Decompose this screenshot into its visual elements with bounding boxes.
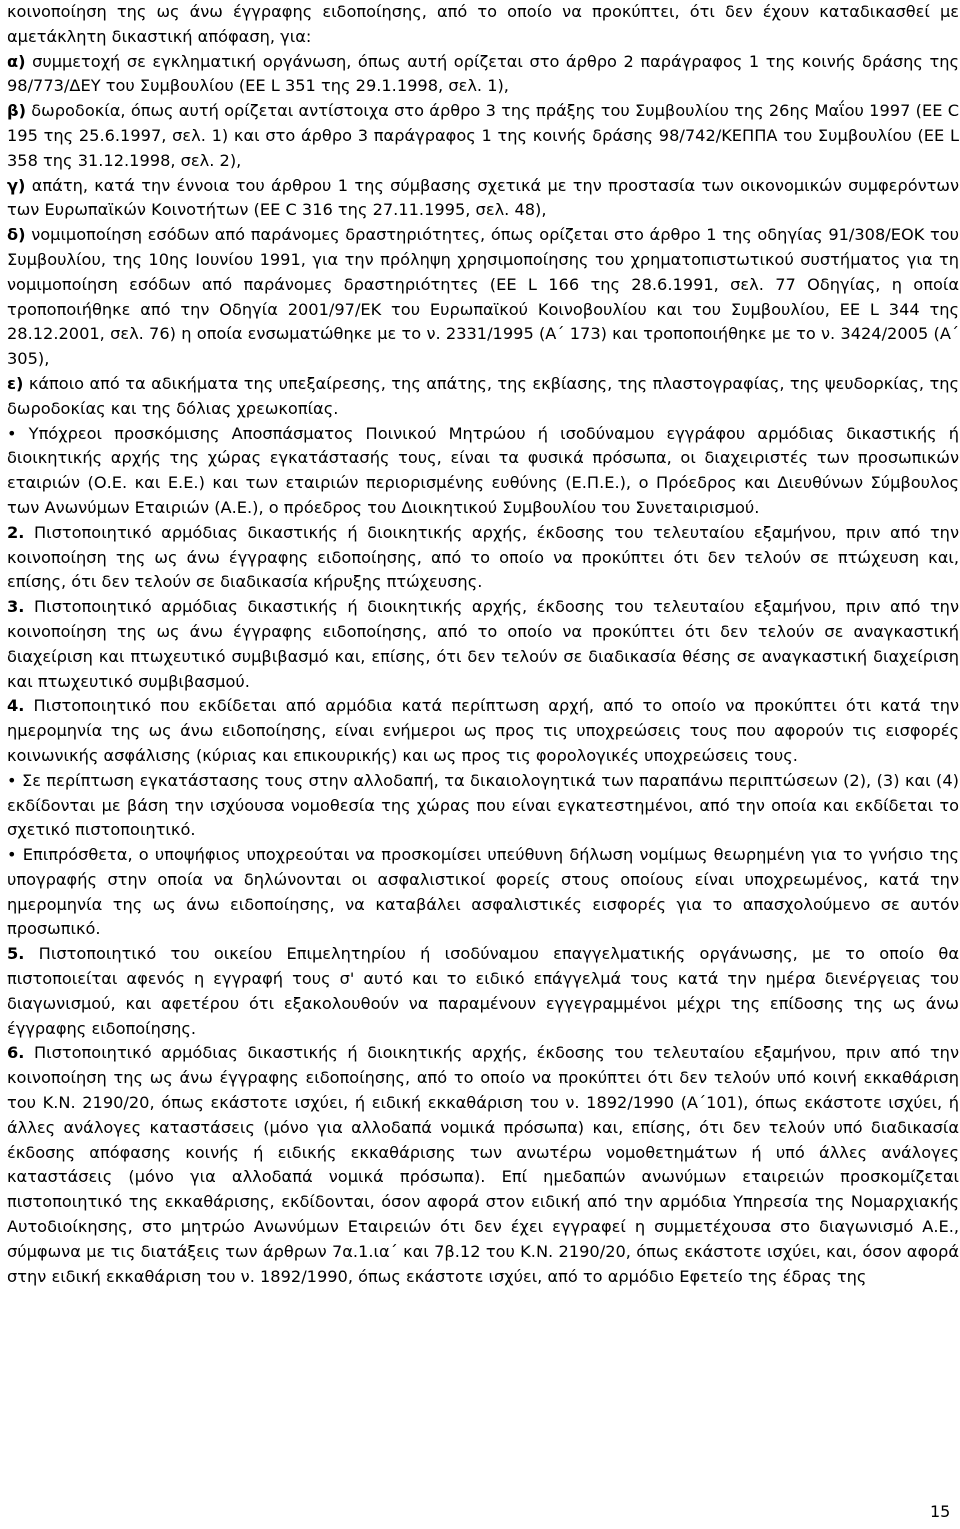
paragraph-text: δωροδοκία, όπως αυτή ορίζεται αντίστοιχα στο άρθρο 3 της πράξης του Συμβουλίου της 26ης Μαΐου 1997 (ΕΕ C 195 της 25.6.1997, σελ. 1) και στο άρθρο 3 παράγραφος 1 της κοινής δράσης 98/742/ΚΕΠΠΑ του Συμβουλίου (ΕΕ L 358 της 31.12.1998, σελ. 2), <box>7 101 959 170</box>
paragraph-lead: β) <box>7 101 26 121</box>
paragraph-bullet-criminal-record <box>7 422 959 521</box>
paragraph-text: • Σε περίπτωση εγκατάστασης τους στην αλλοδαπή, τα δικαιολογητικά των παραπάνω περιπτώσεων (2), (3) και (4) εκδίδονται με βάση την ισχύουσα νομοθεσία της χώρας που είναι εγκατεστημένοι, από την οποία και εκδίδεται το σχετικό πιστοποιητικό. <box>7 770 959 840</box>
paragraph-lead: ε) <box>7 373 24 393</box>
paragraph-intro <box>7 0 959 50</box>
paragraph-item-6 <box>7 1041 959 1289</box>
paragraph-text: κάποιο από τα αδικήματα της υπεξαίρεσης, της απάτης, της εκβίασης, της πλαστογραφίας, της ψευδορκίας, της δωροδοκίας και της δόλιας χρεωκοπίας. <box>7 373 959 418</box>
paragraph-item-5 <box>7 942 959 1041</box>
paragraph-item-4 <box>7 694 959 768</box>
document-body <box>7 0 959 1289</box>
paragraph-item-a <box>7 50 959 100</box>
paragraph-item-e <box>7 372 959 422</box>
paragraph-text: κοινοποίηση της ως άνω έγγραφης ειδοποίησης, από το οποίο να προκύπτει, ότι δεν έχουν καταδικασθεί με αμετάκλητη δικαστική απόφαση, για: <box>7 2 959 46</box>
paragraph-lead: γ) <box>7 175 26 195</box>
paragraph-text: • Υπόχρεοι προσκόμισης Αποσπάσματος Ποινικού Μητρώου ή ισοδύναμου εγγράφου αρμόδιας δικαστικής ή διοικητικής αρχής της χώρας εγκατάστασής τους, είναι τα φυσικά πρόσωπα, οι διαχειριστές των προσωπικών εταιριών (Ο.Ε. και Ε.Ε.) και των εταιριών περιορισμένης ευθύνης (Ε.Π.Ε.), ο Πρόεδρος και Διευθύνων Σύμβουλος των Ανωνύμων Εταιριών (Α.Ε.), ο πρόεδρος του Διοικητικού Συμβουλίου του Συνεταιρισμού. <box>7 423 959 517</box>
paragraph-text: Πιστοποιητικό αρμόδιας δικαστικής ή διοικητικής αρχής, έκδοσης του τελευταίου εξαμήνου, πριν από την κοινοποίηση της ως άνω έγγραφης ειδοποίησης, από το οποίο να προκύπτει ότι δεν τελούν σε αναγκαστική διαχείριση και πτωχευτικό συμβιβασμό και, επίσης, ότι δεν τελούν σε διαδικασία θέσης σε αναγκαστική διαχείριση και πτωχευτικό συμβιβασμού. <box>7 597 959 691</box>
paragraph-text: Πιστοποιητικό αρμόδιας δικαστικής ή διοικητικής αρχής, έκδοσης του τελευταίου εξαμήνου, πριν από την κοινοποίηση της ως άνω έγγραφης ειδοποίησης, από το οποίο να προκύπτει ότι δεν τελούν υπό κοινή εκκαθάριση του Κ.Ν. 2190/20, όπως εκάστοτε ισχύει, ή ειδική εκκαθάριση του ν. 1892/1990 (Α΄101), όπως εκάστοτε ισχύει, ή άλλες ανάλογες καταστάσεις (μόνο για αλλοδαπά νομικά πρόσωπα) και, επίσης, ότι δεν τελούν υπό διαδικασία έκδοσης απόφασης κοινής ή ειδικής εκκαθάρισης των ανωτέρω νομοθετημάτων ή υπό άλλες ανάλογες καταστάσεις (μόνο για αλλοδαπά νομικά πρόσωπα). Επί ημεδαπών ανωνύμων εταιρειών προσκομίζεται πιστοποιητικό της εκκαθάρισης, εκδίδονται, όσον αφορά στον ειδική από την αρμόδια Υπηρεσία της Νομαρχιακής Αυτοδιοίκησης, στο μητρώο Ανωνύμων Εταιρειών ότι δεν έχει εγγραφεί η συμμετέχουσα στο διαγωνισμό Α.Ε., σύμφωνα με τις διατάξεις των άρθρων 7α.1.ια΄ και 7β.12 του Κ.Ν. 2190/20, όπως εκάστοτε ισχύει, και, όσον αφορά στην ειδική εκκαθάριση του ν. 1892/1990, όπως εκάστοτε ισχύει, από το αρμόδιο Εφετείο της έδρας της <box>7 1043 959 1286</box>
paragraph-item-c <box>7 174 959 224</box>
page-number: 15 <box>930 1502 951 1521</box>
paragraph-lead: α) <box>7 51 26 71</box>
paragraph-item-2 <box>7 521 959 595</box>
paragraph-text: Πιστοποιητικό που εκδίδεται από αρμόδια κατά περίπτωση αρχή, από το οποίο να προκύπτει ότι κατά την ημερομηνία της ως άνω ειδοποίησης, είναι ενήμεροι ως προς τις υποχρεώσεις τους που αφορούν τις εισφορές κοινωνικής ασφάλισης (κύριας και επικουρικής) και ως προς τις φορολογικές υποχρεώσεις τους. <box>7 696 959 765</box>
paragraph-text: νομιμοποίηση εσόδων από παράνομες δραστηριότητες, όπως ορίζεται στο άρθρο 1 της οδηγίας 91/308/ΕΟΚ του Συμβουλίου, της 10ης Ιουνίου 1991, για την πρόληψη χρησιμοποίησης του χρηματοπιστωτικού συστήματος για τη νομιμοποίηση εσόδων από παράνομες δραστηριότητες (ΕΕ L 166 της 28.6.1991, σελ. 77 Οδηγίας, η οποία τροποποιήθηκε από την Οδηγία 2001/97/ΕΚ του Ευρωπαϊκού Κοινοβουλίου και του Συμβουλίου, ΕΕ L 344 της 28.12.2001, σελ. 76) η οποία ενσωματώθηκε με το ν. 2331/1995 (Α΄ 173) και τροποποιήθηκε με το ν. 3424/2005 (Α΄ 305), <box>7 225 959 369</box>
paragraph-lead: 3. <box>7 597 25 617</box>
paragraph-text: συμμετοχή σε εγκληματική οργάνωση, όπως αυτή ορίζεται στο άρθρο 2 παράγραφος 1 της κοινής δράσης της 98/773/ΔΕΥ του Συμβουλίου (ΕΕ L 351 της 29.1.1998, σελ. 1), <box>7 51 959 96</box>
paragraph-bullet-declaration <box>7 843 959 942</box>
paragraph-item-d <box>7 223 959 372</box>
paragraph-lead: 5. <box>7 944 25 964</box>
paragraph-text: Πιστοποιητικό του οικείου Επιμελητηρίου ή ισοδύναμου επαγγελματικής οργάνωσης, με το οποίο θα πιστοποιείται αφενός η εγγραφή τους σ' αυτό και το ειδικό επάγγελμά τους κατά την ημέρα διενέργειας του διαγωνισμού, και αφετέρου ότι εξακολουθούν να παραμένουν εγγεγραμμένοι μέχρι της επίδοσης της ως άνω έγγραφης ειδοποίησης. <box>7 944 959 1038</box>
paragraph-item-3 <box>7 595 959 694</box>
paragraph-lead: 2. <box>7 522 25 542</box>
paragraph-text: Πιστοποιητικό αρμόδιας δικαστικής ή διοικητικής αρχής, έκδοσης του τελευταίου εξαμήνου, πριν από την κοινοποίηση της ως άνω έγγραφης ειδοποίησης, από το οποίο να προκύπτει ότι δεν τελούν σε πτώχευση και, επίσης, ότι δεν τελούν σε διαδικασία κήρυξης πτώχευσης. <box>7 522 959 592</box>
paragraph-lead: δ) <box>7 225 26 245</box>
paragraph-lead: 6. <box>7 1043 25 1063</box>
paragraph-text: • Επιπρόσθετα, ο υποψήφιος υποχρεούται να προσκομίσει υπεύθυνη δήλωση νομίμως θεωρημένη για το γνήσιο της υπογραφής στην οποία να δηλώνονται οι ασφαλιστικοί φορείς στους οποίους είναι υποχρεωμένος, κατά την ημερομηνία της ως άνω ειδοποίησης, να καταβάλει ασφαλιστικές εισφορές για το απασχολούμενο σε αυτόν προσωπικό. <box>7 845 959 939</box>
paragraph-lead: 4. <box>7 696 25 716</box>
paragraph-item-b <box>7 99 959 173</box>
paragraph-text: απάτη, κατά την έννοια του άρθρου 1 της σύμβασης σχετικά με την προστασία των οικονομικών συμφερόντων των Ευρωπαϊκών Κοινοτήτων (ΕΕ C 316 της 27.11.1995, σελ. 48), <box>7 175 959 220</box>
paragraph-bullet-foreign <box>7 769 959 843</box>
